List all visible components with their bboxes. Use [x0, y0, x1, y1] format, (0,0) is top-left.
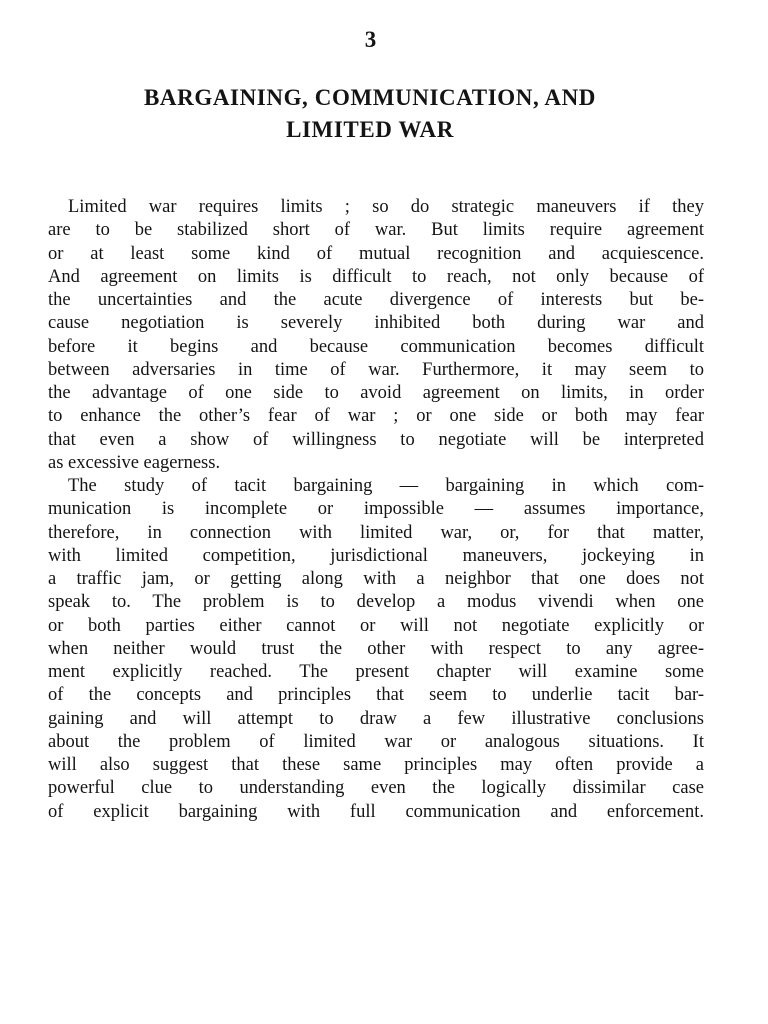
- text-line: that even a show of willingness to negotiate will be interpreted: [48, 429, 704, 450]
- text-line: or both parties either cannot or will not negotiate explicitly or: [48, 615, 704, 636]
- chapter-title-line: BARGAINING, COMMUNICATION, AND: [143, 85, 597, 110]
- body-text: [48, 196, 704, 824]
- text-line: of the concepts and principles that seem to underlie tacit bar-: [48, 685, 704, 706]
- text-line: a traffic jam, or getting along with a neighbor that one does not: [48, 569, 704, 589]
- text-line: cause negotiation is severely inhibited both during war and: [48, 313, 704, 334]
- text-line: as excessive eagerness.: [48, 452, 221, 473]
- text-line: Limited war requires limits ; so do strategic maneuvers if they: [68, 197, 704, 217]
- text-line: The study of tacit bargaining — bargaining in which com-: [68, 476, 704, 496]
- text-line: about the problem of limited war or analogous situations. It: [48, 731, 704, 752]
- paragraph-2: [48, 475, 704, 824]
- text-line: or at least some kind of mutual recognition and acquiescence.: [48, 243, 704, 264]
- text-line: the advantage of one side to avoid agreement on limits, in order: [48, 383, 704, 403]
- text-line: powerful clue to understanding even the logically dissimilar case: [48, 778, 704, 799]
- text-line: when neither would trust the other with respect to any agree-: [48, 638, 704, 659]
- text-line: before it begins and because communication becomes difficult: [48, 336, 704, 357]
- text-line: munication is incomplete or impossible — assumes importance,: [48, 499, 704, 520]
- text-line: between adversaries in time of war. Furthermore, it may seem to: [48, 359, 704, 380]
- text-line: to enhance the other’s fear of war ; or one side or both may fear: [48, 406, 704, 427]
- text-line: gaining and will attempt to draw a few illustrative conclusions: [48, 708, 704, 729]
- text-line: the uncertainties and the acute divergence of interests but be-: [48, 290, 704, 310]
- paragraph-1: [48, 196, 704, 475]
- text-line: therefore, in connection with limited war, or, for that matter,: [48, 522, 704, 543]
- chapter-title-line: LIMITED WAR: [286, 117, 454, 142]
- text-line: ment explicitly reached. The present chapter will examine some: [48, 662, 704, 682]
- chapter-number: 3: [364, 27, 377, 52]
- text-line: will also suggest that these same principles may often provide a: [48, 755, 704, 775]
- text-line: of explicit bargaining with full communication and enforcement.: [48, 801, 704, 822]
- text-line: with limited competition, jurisdictional maneuvers, jockeying in: [48, 545, 704, 566]
- text-line: And agreement on limits is difficult to reach, not only because of: [48, 266, 704, 287]
- text-line: speak to. The problem is to develop a modus vivendi when one: [48, 592, 704, 613]
- text-line: are to be stabilized short of war. But limits require agreement: [48, 220, 704, 241]
- chapter-title: [60, 82, 680, 146]
